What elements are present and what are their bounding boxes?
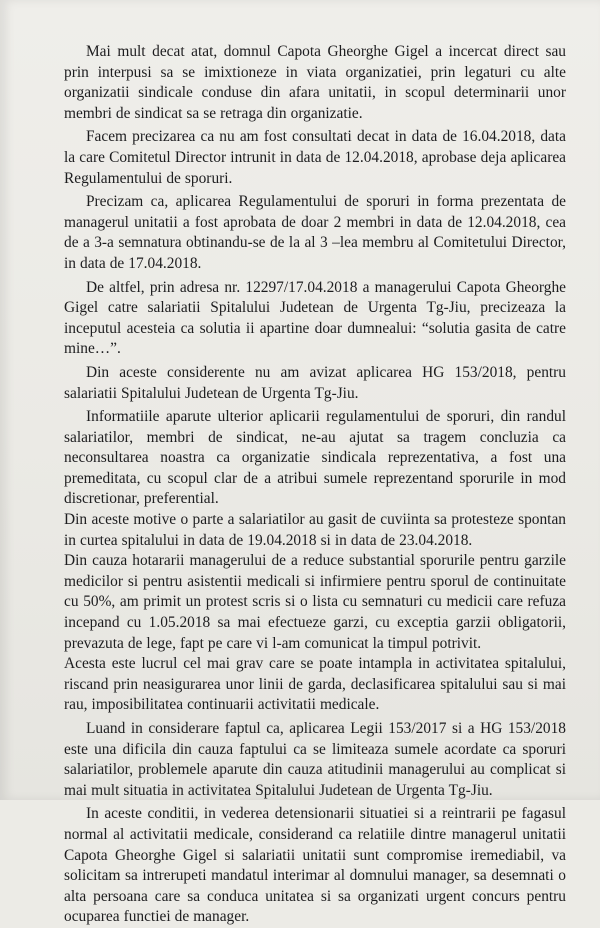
paragraph-7: Din aceste motive o parte a salariatilor au gasit de cuviinta sa protesteze spontan in curtea spitalului in data de 19.04.2018 si in data de 23.04.2018. (64, 511, 566, 549)
paragraph-2: Facem precizarea ca nu am fost consultati decat in data de 16.04.2018, data la care Comitetul Director intrunit in data de 12.04.2018, aprobase deja aplicarea Regulamentului de sporuri. (64, 128, 566, 187)
paragraph-9: Acesta este lucrul cel mai grav care se poate intampla in activitatea spitalului, riscand prin neasigurarea unor linii de garda, declasificarea spitalului sau si mai rau, imposibilitatea continuarii activitatii medicale. (64, 655, 566, 714)
paragraph-11: In aceste conditii, in vederea detensionarii situatiei si a reintrarii pe fagasul normal al activitatii medicale, considerand ca relatiile dintre managerul unitatii Capota Gheorghe Gigel si salariatii unitatii sunt compromise iremediabil, va solicitam sa intrerupeti mandatul interimar al domnului manager, sa desemnati o alta persoana care sa conduca unitatea si sa organizati urgent concurs pentru ocuparea functiei de manager. (64, 805, 566, 926)
paragraph-1: Mai mult decat atat, domnul Capota Gheorghe Gigel a incercat direct sau prin interpusi sa se imixtioneze in viata organizatiei, prin legaturi cu alte organizatii sindicale conduse din afara unitatii, in scopul determinarii unor membri de sindicat sa se retraga din organizatie. (64, 43, 566, 122)
paragraph-6: Informatiile aparute ulterior aplicarii regulamentului de sporuri, din randul salariatilor, membri de sindicat, ne-au ajutat sa tragem concluzia ca neconsultarea noastra ca organizatie sindicala reprezentativa, a fost una premeditata, cu scopul clar de a atribui sumele reprezentand sporurile in mod discretionar, preferential. (64, 408, 566, 508)
paragraph-4: De altfel, prin adresa nr. 12297/17.04.2018 a managerului Capota Gheorghe Gigel catre salariatii Spitalului Judetean de Urgenta Tg-Jiu, precizeaza la inceputul acesteia ca solutia ii apartine doar dumnealui: “solutia gasita de catre mine…”. (64, 278, 566, 358)
paragraph-10: Luand in considerare faptul ca, aplicarea Legii 153/2017 si a HG 153/2018 este una dificila din cauza faptului ca se limiteaza sumele acordate ca sporuri salariatilor, problemele aparute din cauza atitudinii managerului au complicat si mai mult situatia in activitatea Spitalului Judetean de Urgenta Tg-Jiu. (64, 720, 566, 799)
paragraph-5: Din aceste considerente nu am avizat aplicarea HG 153/2018, pentru salariatii Spitalului Judetean de Urgenta Tg-Jiu. (64, 363, 566, 402)
paragraph-3: Precizam ca, aplicarea Regulamentului de sporuri in forma prezentata de managerul unitatii a fost aprobata de doar 2 membri in data de 12.04.2018, cea de a 3-a semnatura obtinandu-se de la al 3 –lea membru al Comitetului Director, in data de 17.04.2018. (64, 193, 566, 272)
paragraph-8: Din cauza hotararii managerului de a reduce substantial sporurile pentru garzile medicilor si pentru asistentii medicali si infirmiere pentru sporul de continuitate cu 50%, am primit un protest scris si o lista cu semnaturi cu medicii care refuza incepand cu 1.05.2018 sa mai efectueze garzi, cu exceptia garzii obligatorii, prevazuta de lege, fapt pe care vi l-am comunicat la timpul potrivit. (64, 552, 566, 652)
